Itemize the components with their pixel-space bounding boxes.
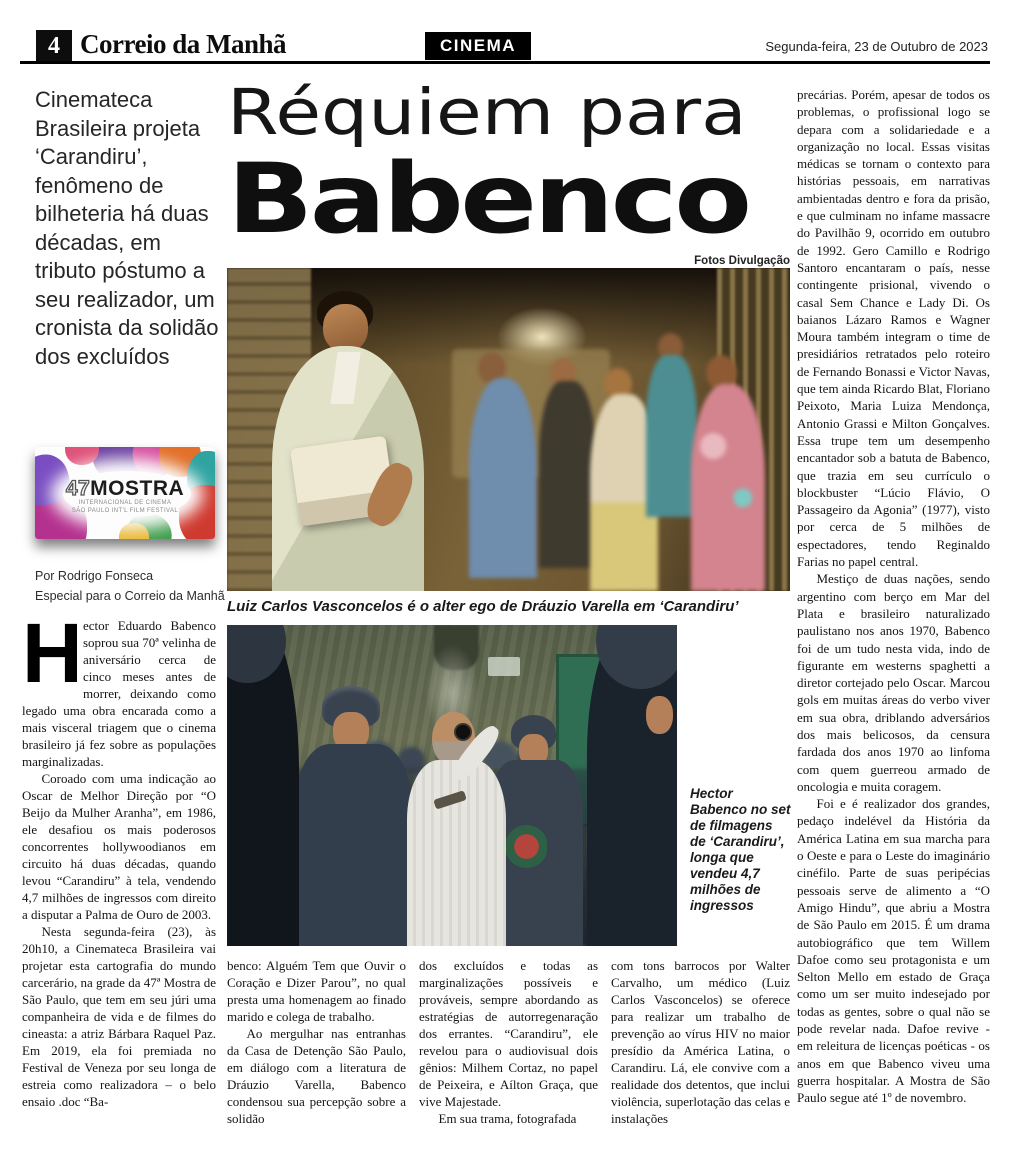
section-label: CINEMA: [425, 32, 531, 60]
figure-pink-shirt-body: [691, 384, 764, 591]
headline-kicker: Réquiem para: [227, 76, 747, 149]
page-number: 4: [36, 30, 72, 62]
headline-main: Babenco: [227, 143, 749, 255]
article-paragraph: Nesta segunda-feira (23), às 20h10, a Cinemateca Brasileira vai projetar esta cartografia do mundo carcerário, na grade da 47ª Mostra de São Paulo, que tem em seu júri uma companheira de vida e de filmes do cineasta: a atriz Bárbara Raquel Paz. Em 2019, ela foi premiada no Festival de Veneza por seu longa de estreia como realizadora – o belo ensaio .doc “Ba-: [22, 924, 216, 1109]
logo-subtitle-1: INTERNACIONAL DE CINEMA: [78, 500, 172, 506]
article-paragraph: Ao mergulhar nas entranhas da Casa de Detenção São Paulo, em diálogo com a literatura de Dráuzio Varella, Babenco condensou sua percepção sobre a solidão: [227, 1026, 406, 1126]
logo-word: MOSTRA: [90, 477, 185, 500]
mostra-festival-logo: [35, 447, 215, 539]
article-paragraph: Coroado com uma indicação ao Oscar de Melhor Direção por “O Beijo da Mulher Aranha”, em 1986, ele desafiou os mais poderosos concorrentes hollywoodianos em circuito há duas décadas, quando levou “Carandiru” à tela, vendendo 4,7 milhões de ingressos com direito a disputar a Palma de Ouro de 2003.: [22, 771, 216, 922]
article-paragraph: Em sua trama, fotografada: [438, 1111, 577, 1126]
article-paragraph: [22, 617, 216, 770]
babenco-viewfinder-lens: [454, 723, 472, 741]
logo-subtitle-2: SÃO PAULO INT'L FILM FESTIVAL: [71, 508, 179, 514]
masthead-title: Correio da Manhã: [80, 29, 286, 59]
byline-role: Especial para o Correio da Manhã: [35, 589, 225, 603]
figure-blue-shirt-body: [469, 378, 537, 578]
logo-number: 47: [65, 477, 91, 500]
byline: [35, 566, 225, 606]
article-paragraph: com tons barrocos por Walter Carvalho, um médico (Luiz Carlos Vasconcelos) se oferece para realizar um trabalho de prevenção ao vírus HIV no maior presídio da América Latina, o Carandiru. Lá, ele convive com a realidade dos detentos, que inclui violência, superlotação das celas e instalações: [611, 958, 790, 1126]
foreground-face-right: [646, 696, 673, 735]
photo-babenco-on-set: [227, 625, 677, 946]
figure-teal-tank-body: [646, 355, 697, 517]
standfirst: Cinemateca Brasileira projeta ‘Carandiru’, fenômeno de bilheteria há duas décadas, em tributo póstumo a seu realizador, um cronista da solidão dos excluídos: [35, 87, 219, 369]
edition-date: Segunda-feira, 23 de Outubro de 2023: [765, 39, 988, 54]
photo2-caption: Hector Babenco no set de filmagens de ‘Carandiru’, longa que vendeu 4,7 milhões de ingressos: [690, 786, 791, 913]
article-paragraph: precárias. Porém, apesar de todos os problemas, o profissional logo se depara com a solidariedade e a organização no local. Essas visitas médicas se tornam o contexto para histórias pessoais, em narrativas ambientadas dentro e fora da prisão, e que culminam no infame massacre do Pavilhão 9, ocorrido em outubro de 1992. Gero Camillo e Rodrigo Santoro encantaram o país, nesse contingente prisional, vivendo o casal Sem Chance e Lady Di. Os baianos Lázaro Ramos e Wagner Moura também integram o time de presidiários retratados pelo roteiro de Fernando Bonassi e Victor Navas, que tem ainda Ricardo Blat, Floriano Peixoto, Maria Luiza Mendonça, Antonio Grassi e Milton Gonçalves. Essa trupe tem um desempenho encantador sob a batuta de Babenco, que trazia em seu currículo o blockbuster “Lúcio Flávio, O Passageiro da Agonia” (1977), visto por cerca de 5 milhões de espectadores, tendo Reginaldo Farias no papel central.: [797, 87, 990, 570]
drop-cap: H: [22, 617, 83, 700]
photo1-caption: Luiz Carlos Vasconcelos é o alter ego de Dráuzio Varella em ‘Carandiru’: [227, 598, 739, 615]
babenco-white-shirt: [407, 760, 506, 946]
article-column-1: [22, 617, 216, 1122]
figure-doctor-face: [323, 304, 368, 352]
article-column-3: [419, 957, 598, 1151]
article-paragraph: benco: Alguém Tem que Ouvir o Coração e Dizer Parou”, no qual presta uma homenagem ao finado marido e colega de trabalho.: [227, 958, 406, 1024]
guard-right-patch: [506, 824, 547, 869]
guard-left-torso: [295, 744, 412, 946]
article-paragraph: dos excluídos e todas as marginalizações possíveis e prováveis, sempre abordando as estratégias de autorregenaração dos errantes. “Carandiru”, ele revelou para o audiovisual dois gênios: Milhem Cortaz, no papel de Peixeira, e Aílton Graça, que vive Majestade.: [419, 958, 598, 1109]
photo-carandiru-still: [227, 268, 790, 591]
photo-credit: Fotos Divulgação: [694, 255, 790, 267]
article-column-2: [227, 957, 406, 1151]
article-column-4: [611, 957, 790, 1151]
header-rule: [20, 61, 990, 64]
byline-author: Por Rodrigo Fonseca: [35, 569, 154, 583]
bottom-columns: [227, 957, 790, 1151]
logo-wordmark: [35, 477, 215, 501]
article-text: ector Eduardo Babenco soprou sua 70ª velinha de aniversário cerca de cinco meses antes de morrer, deixando como legado uma obra encarada como a mais visceral triagem que o cinema brasileiro já fez sobre as populações marginalizadas.: [22, 618, 216, 769]
photo2-wall-sign: [488, 657, 520, 676]
article-column-5: [797, 86, 990, 1132]
article-paragraph: Foi e é realizador dos grandes, pedaço indelével da História da América Latina em sua marcha para o Oeste e para o Leste do imaginário cinéfilo. Parte de suas peripécias pessoais serve de alimento a “O Amigo Hindu”, que abriu a Mostra de São Paulo em 2015. É um drama autobiográfico que tem Willem Dafoe como seu protagonista e um Selton Mello em estado de Graça como um ser muito indesejado por todas as gentes, sobre o qual não se pode revelar nada. Dafoe revive - em releitura de licenças poéticas - os anos em que Babenco viveu uma guerra hospitalar. A Mostra de São Paulo segue até 1º de novembro.: [797, 796, 990, 1106]
article-paragraph: Mestiço de duas nações, sendo argentino com berço em Mar del Plata e brasileiro naturalizado paulistano nos anos 1970, Babenco foi de um tudo nesta vida, indo de figurante em westerns spaghetti a diretor cortejado pelo Oscar. Marcou gols em muitas áreas do verbo viver em sua obra, driblando adversários dos mais belicosos, da censura fardada dos anos 1970 ao linfoma com quem guerreou armado de oncologia e muita coragem.: [797, 571, 990, 794]
figure-dark-vest-body: [539, 381, 595, 568]
